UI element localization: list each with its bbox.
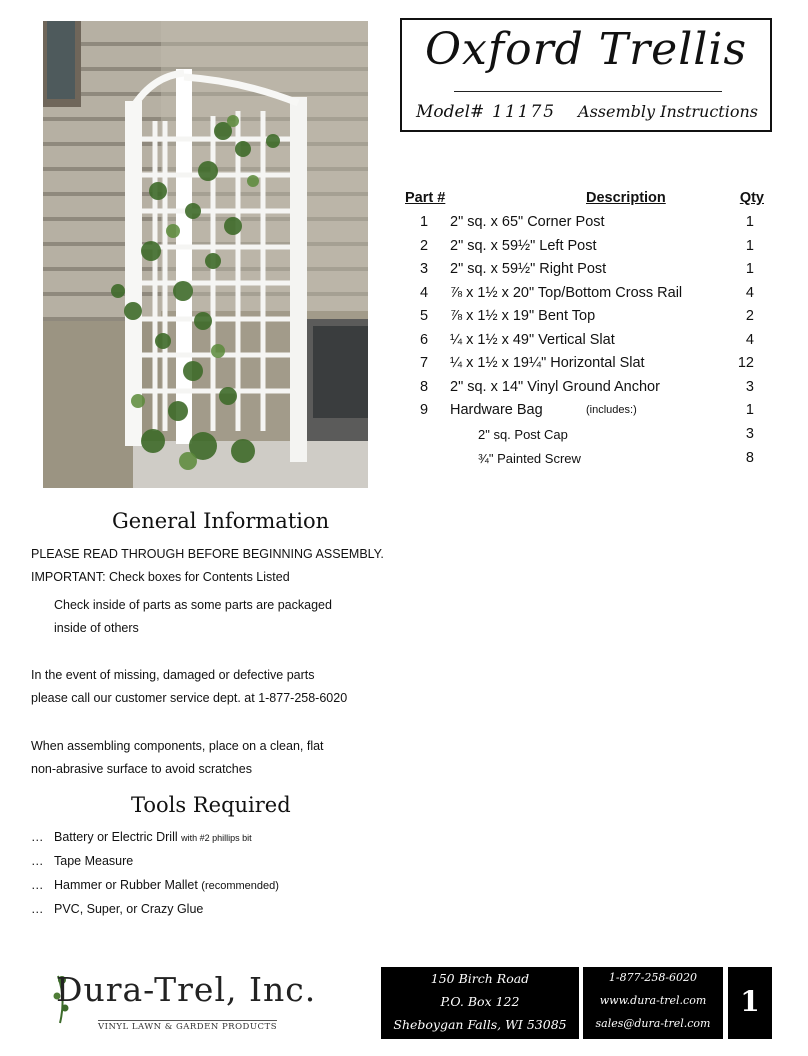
part-qty: 1 [745, 402, 754, 418]
footer-contact [583, 967, 723, 1039]
part-qty: 3 [745, 378, 754, 395]
part-number: 6 [420, 331, 429, 348]
general-info-line: non-abrasive surface to avoid scratches [31, 762, 252, 776]
title-divider [454, 91, 722, 92]
table-subrow [398, 448, 770, 472]
logo-name: Dura-Trel, Inc. [56, 970, 317, 1009]
tool-note: with #2 phillips bit [181, 833, 252, 843]
contact-phone: 1-877-258-6020 [608, 971, 698, 984]
general-information-heading: General Information [112, 509, 330, 533]
parts-table [398, 190, 770, 472]
logo-tagline: VINYL LAWN & GARDEN PRODUCTS [98, 1022, 278, 1032]
list-item [31, 830, 252, 844]
part-qty: 1 [745, 237, 754, 254]
footer-address [381, 967, 579, 1039]
part-description: ⅞ x 1½ x 19" Bent Top [450, 308, 596, 324]
part-description: ⅞ x 1½ x 20" Top/Bottom Cross Rail [450, 284, 683, 301]
table-row [398, 377, 770, 401]
contact-website: www.dura-trel.com [599, 994, 707, 1007]
tool-note: (recommended) [201, 880, 279, 892]
table-row [398, 353, 770, 377]
part-number: 3 [420, 261, 429, 277]
part-description: ¼ x 1½ x 19¼" Horizontal Slat [450, 355, 645, 371]
part-description: ¼ x 1½ x 49" Vertical Slat [450, 331, 615, 348]
part-qty: 2 [745, 308, 754, 324]
part-number: 2 [420, 237, 429, 254]
product-title: Oxford Trellis [424, 24, 748, 75]
list-item [31, 878, 279, 892]
model-number: 11175 [492, 102, 557, 122]
general-info-line: please call our customer service dept. at 1-877-258-6020 [31, 691, 348, 705]
bullet: … [31, 854, 44, 868]
tool-label: Hammer or Rubber Mallet [54, 878, 198, 892]
subpart-qty: 8 [745, 449, 754, 466]
table-row [398, 306, 770, 330]
bullet: … [31, 902, 44, 916]
part-description: 2" sq. x 59½" Left Post [450, 237, 597, 254]
part-qty: 4 [745, 331, 754, 348]
tool-label: Battery or Electric Drill [54, 830, 178, 844]
company-logo [56, 968, 317, 1038]
header-qty: Qty [739, 190, 764, 206]
part-number: 7 [420, 355, 429, 371]
address-line: 150 Birch Road [430, 971, 530, 986]
part-description: 2" sq. x 65" Corner Post [450, 214, 605, 230]
part-note: (includes:) [586, 404, 637, 416]
trellis-photo [43, 21, 368, 488]
part-qty: 1 [745, 261, 754, 277]
parts-table-header [398, 190, 770, 212]
page-number: 1 [740, 985, 760, 1018]
assembly-instructions-label: Assembly Instructions [578, 102, 758, 121]
table-row [398, 259, 770, 283]
part-number: 4 [420, 284, 429, 301]
part-number: 8 [420, 378, 429, 395]
subpart-description: 2" sq. Post Cap [478, 426, 568, 442]
subpart-description: ¾" Painted Screw [478, 450, 581, 466]
part-description: Hardware Bag [450, 402, 543, 418]
address-line: P.O. Box 122 [440, 994, 520, 1009]
tool-label: PVC, Super, or Crazy Glue [54, 902, 204, 916]
general-info-line: PLEASE READ THROUGH BEFORE BEGINNING ASSEMBLY. [31, 547, 384, 561]
list-item [31, 854, 133, 868]
table-row [398, 236, 770, 260]
general-info-line: IMPORTANT: Check boxes for Contents Listed [31, 570, 290, 584]
part-qty: 12 [737, 355, 754, 371]
contact-email: sales@dura-trel.com [595, 1017, 711, 1030]
part-number: 1 [420, 214, 429, 230]
table-row [398, 330, 770, 354]
tools-required-heading: Tools Required [131, 793, 291, 817]
model-label: Model# [416, 102, 485, 122]
bullet: … [31, 830, 44, 844]
general-info-line: In the event of missing, damaged or defective parts [31, 668, 315, 682]
header-part: Part # [405, 190, 446, 206]
table-subrow [398, 424, 770, 448]
page-number-box [728, 967, 772, 1039]
table-row [398, 400, 770, 424]
general-info-line: Check inside of parts as some parts are packaged [54, 598, 332, 612]
tool-label: Tape Measure [54, 854, 134, 868]
list-item [31, 902, 203, 916]
bullet: … [31, 878, 44, 892]
title-box [400, 18, 772, 132]
subpart-qty: 3 [745, 425, 754, 442]
part-description: 2" sq. x 14" Vinyl Ground Anchor [450, 378, 660, 395]
part-number: 5 [420, 308, 429, 324]
part-qty: 4 [745, 284, 754, 301]
part-number: 9 [420, 402, 429, 418]
general-info-line: When assembling components, place on a clean, flat [31, 739, 324, 753]
header-description: Description [586, 190, 666, 206]
general-info-line: inside of others [54, 621, 139, 635]
part-description: 2" sq. x 59½" Right Post [450, 261, 607, 277]
part-qty: 1 [745, 214, 754, 230]
table-row [398, 283, 770, 307]
address-line: Sheboygan Falls, WI 53085 [393, 1017, 567, 1032]
table-row [398, 212, 770, 236]
